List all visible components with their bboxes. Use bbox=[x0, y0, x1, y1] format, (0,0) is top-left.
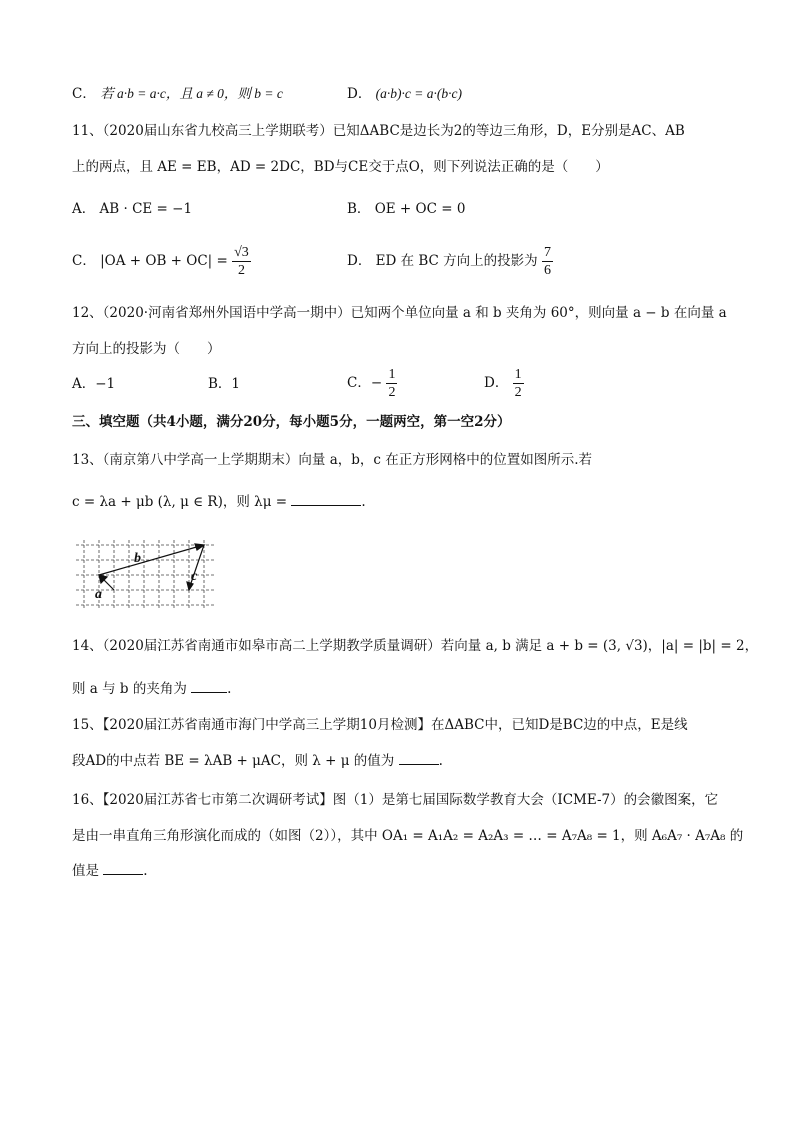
q14-stem-line2 bbox=[72, 678, 231, 699]
q16-stem-line2: 是由一串直角三角形演化而成的（如图（2）），其中 OA₁ = A₁A₂ = A₂A₃ = … = A₇A₈ = 1，则 A₆A₇ · A₇A₈ 的 bbox=[72, 828, 744, 844]
q10-option-c-label: C． bbox=[72, 86, 96, 102]
q12-stem-line2: 方向上的投影为（ ） bbox=[72, 341, 221, 357]
q11-option-c bbox=[72, 244, 251, 279]
q16-stem-line1: 16、【2020届江苏省七市第二次调研考试】图（1）是第七届国际数学教育大会（ICME-7）的会徽图案，它 bbox=[72, 792, 719, 808]
q11-stem-line1: 11、（2020届山东省九校高三上学期联考）已知ΔABC是边长为2的等边三角形，D，E分别是AC、AB bbox=[72, 123, 685, 139]
q16-answer-blank bbox=[103, 860, 143, 875]
q12-option-c-fraction bbox=[386, 366, 397, 401]
q11-option-b: B． OE + OC = 0 bbox=[347, 201, 466, 217]
q11-option-d bbox=[347, 244, 553, 279]
q15-stem-line1: 15、【2020届江苏省南通市海门中学高三上学期10月检测】在ΔABC中，已知D是BC边的中点，E是线 bbox=[72, 717, 688, 733]
q15-answer-blank bbox=[399, 750, 439, 765]
q11-option-c-numerator: √3 bbox=[234, 245, 249, 260]
q13-answer-blank bbox=[291, 491, 361, 506]
vector-c-label: c bbox=[191, 569, 198, 584]
q14-stem-line1: 14、（2020届江苏省南通市如皋市高二上学期教学质量调研）若向量 a, b 满足 a + b = (3, √3)，|a| = |b| = 2， bbox=[72, 638, 759, 654]
q12-option-d-numerator: 1 bbox=[514, 367, 522, 382]
q14-stem-line2-end: . bbox=[227, 681, 232, 697]
q16-stem-line3-end: . bbox=[143, 863, 148, 879]
q13-vector-grid-figure bbox=[76, 540, 218, 610]
q12-option-d-denominator: 2 bbox=[514, 385, 522, 400]
vector-b-label: b bbox=[134, 551, 141, 566]
q12-option-a: A．−1 bbox=[72, 376, 116, 392]
q13-stem-line2-end: . bbox=[361, 494, 366, 510]
q10-option-d-text: (a·b)·c = a·(b·c) bbox=[375, 86, 462, 101]
q14-answer-blank bbox=[191, 678, 227, 693]
q15-stem-line2 bbox=[72, 750, 443, 771]
q12-option-d-text: D． bbox=[484, 375, 509, 391]
q16-stem-line3 bbox=[72, 860, 148, 881]
q12-option-b: B．1 bbox=[208, 376, 241, 392]
q11-option-d-numerator: 7 bbox=[543, 245, 551, 260]
vector-a-label: a bbox=[95, 587, 102, 602]
q11-option-c-fraction bbox=[232, 244, 251, 279]
q12-option-c-denominator: 2 bbox=[388, 385, 396, 400]
q12-option-c-text: C．− bbox=[347, 375, 383, 391]
q10-option-c-text: 若 a·b = a·c，且 a ≠ 0，则 b = c bbox=[100, 86, 283, 101]
q11-option-a: A． AB · CE = −1 bbox=[72, 201, 193, 217]
q11-option-d-text: D． ED 在 BC 方向上的投影为 bbox=[347, 253, 538, 269]
q10-option-c bbox=[72, 84, 283, 104]
q12-option-c bbox=[347, 366, 397, 401]
q15-stem-line2-end: . bbox=[438, 753, 443, 769]
q12-option-c-numerator: 1 bbox=[388, 367, 396, 382]
q12-option-d-fraction bbox=[513, 366, 524, 401]
q11-option-d-fraction bbox=[542, 244, 553, 279]
q11-option-c-text: C． |OA + OB + OC| = bbox=[72, 253, 228, 269]
q13-stem-line2 bbox=[72, 491, 366, 512]
section-3-heading: 三、填空题（共4小题，满分20分，每小题5分，一题两空，第一空2分） bbox=[72, 414, 511, 430]
q11-option-d-denominator: 6 bbox=[543, 263, 551, 278]
q13-stem-line1: 13、（南京第八中学高一上学期期末）向量 a，b，c 在正方形网格中的位置如图所示.若 bbox=[72, 452, 593, 468]
q11-option-c-denominator: 2 bbox=[237, 263, 245, 278]
q14-stem-line2-text: 则 a 与 b 的夹角为 bbox=[72, 681, 187, 697]
q10-option-d bbox=[347, 84, 462, 104]
q10-option-d-label: D． bbox=[347, 86, 372, 102]
q16-stem-line3-text: 值是 bbox=[72, 863, 99, 879]
q15-stem-line2-text: 段AD的中点若 BE = λAB + μAC，则 λ + μ 的值为 bbox=[72, 753, 395, 769]
q13-stem-line2-text: c = λa + μb (λ, μ ∈ R)，则 λμ = bbox=[72, 494, 288, 510]
q11-stem-line2: 上的两点，且 AE = EB，AD = 2DC，BD与CE交于点O，则下列说法正确的是（ ） bbox=[72, 159, 609, 175]
q12-stem-line1: 12、（2020·河南省郑州外国语中学高一期中）已知两个单位向量 a 和 b 夹角为 60°，则向量 a − b 在向量 a bbox=[72, 305, 727, 321]
q12-option-d bbox=[484, 366, 524, 401]
